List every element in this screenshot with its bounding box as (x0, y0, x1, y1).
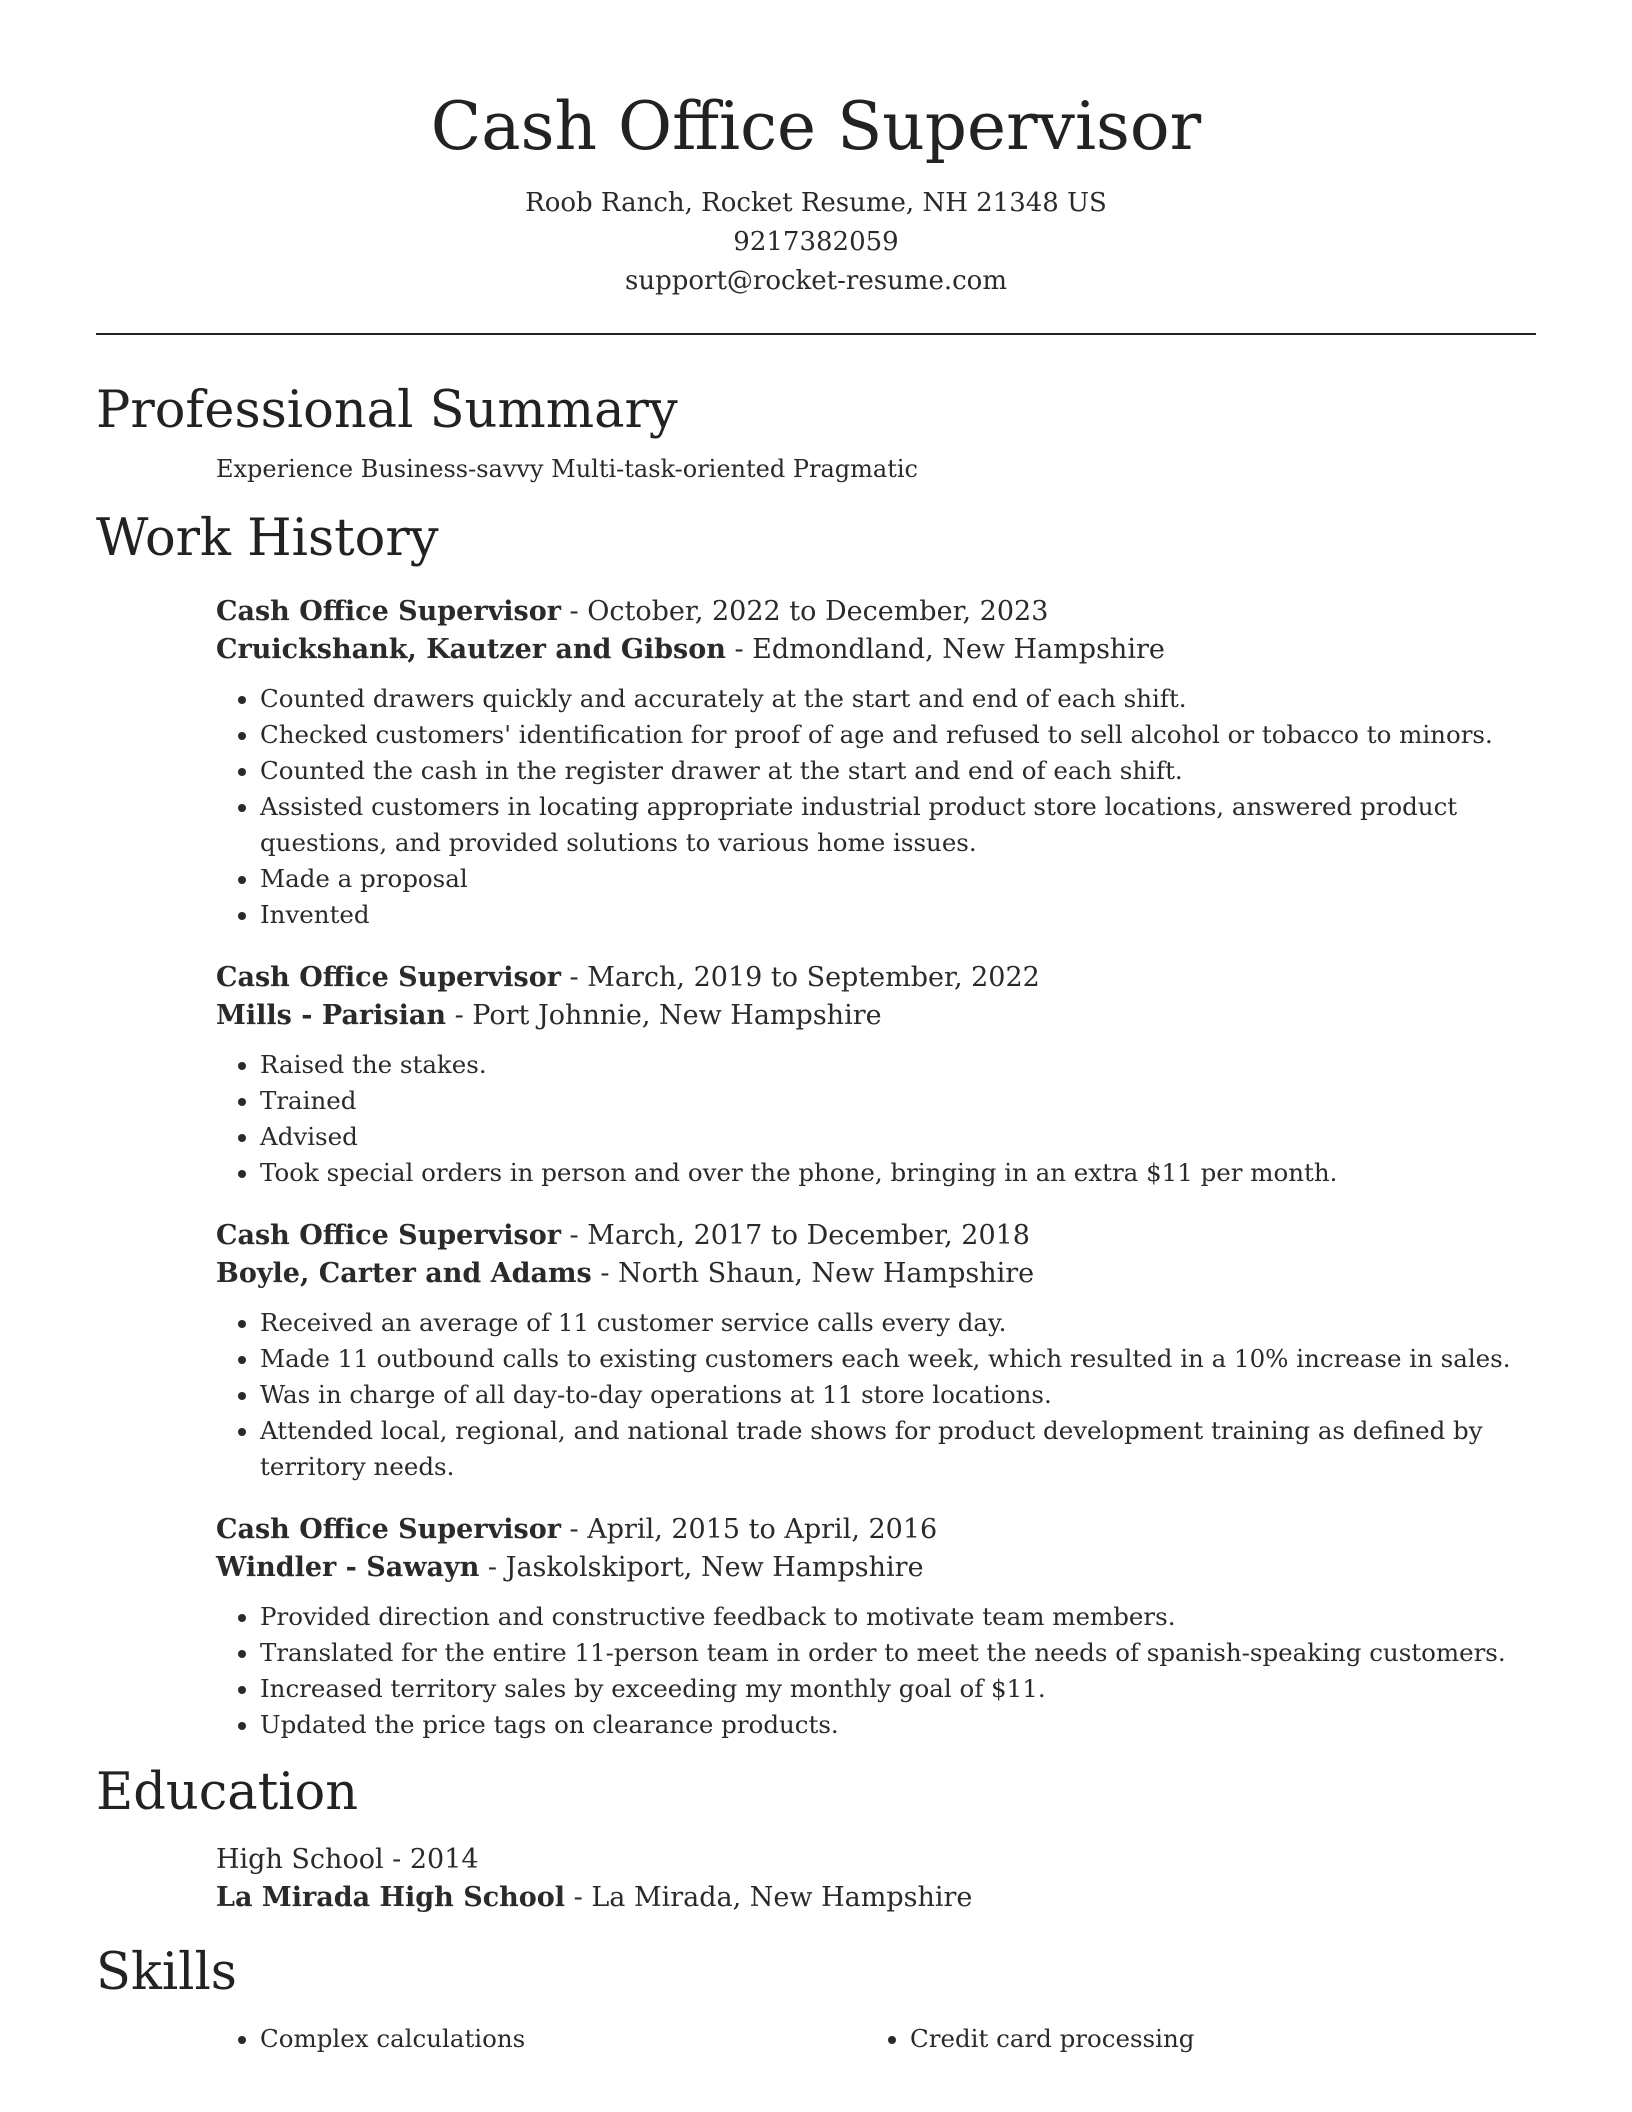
resume-name: Cash Office Supervisor (430, 88, 1202, 165)
skill-item: • Complex calculations (260, 2021, 866, 2057)
job-employer: Boyle, Carter and Adams (216, 1258, 592, 1289)
skills-column-right (866, 2021, 1516, 2057)
job-bullet: • Updated the price tags on clearance products. (260, 1707, 1536, 1743)
education-location: - La Mirada, New Hampshire (565, 1882, 973, 1913)
job-entry (216, 593, 1536, 933)
job-bullet: • Counted drawers quickly and accurately at the start and end of each shift. (260, 681, 1536, 717)
job-bullet: • Increased territory sales by exceeding my monthly goal of $11. (260, 1671, 1536, 1707)
job-bullet: • Made 11 outbound calls to existing customers each week, which resulted in a 10% increase in sales. (260, 1341, 1536, 1377)
job-bullet: • Counted the cash in the register drawer at the start and end of each shift. (260, 753, 1536, 789)
job-bullet: • Translated for the entire 11-person team in order to meet the needs of spanish-speaking customers. (260, 1635, 1536, 1671)
job-bullets (216, 1047, 1536, 1191)
education-school: La Mirada High School (216, 1882, 566, 1913)
job-dates: - March, 2017 to December, 2018 (560, 1220, 1030, 1251)
job-dates: - October, 2022 to December, 2023 (560, 596, 1049, 627)
job-bullet: • Attended local, regional, and national trade shows for product development training as defined by territory needs. (260, 1413, 1536, 1485)
contact-address: Roob Ranch, Rocket Resume, NH 21348 US (525, 188, 1107, 218)
job-bullet: • Took special orders in person and over the phone, bringing in an extra $11 per month. (260, 1155, 1536, 1191)
job-bullet: • Received an average of 11 customer service calls every day. (260, 1305, 1536, 1341)
skills-column-left (216, 2021, 866, 2057)
education-heading: Education (96, 1763, 359, 1822)
job-title: Cash Office Supervisor (216, 1220, 561, 1251)
job-location: - Jaskolskiport, New Hampshire (479, 1552, 924, 1583)
job-title-line (216, 593, 1536, 631)
job-title: Cash Office Supervisor (216, 596, 561, 627)
job-bullets (216, 681, 1536, 933)
job-bullet: • Assisted customers in locating appropriate industrial product store locations, answered product questions, and provided solutions to various home issues. (260, 789, 1536, 861)
job-employer: Mills - Parisian (216, 1000, 447, 1031)
contact-phone: 9217382059 (733, 227, 899, 257)
resume-header (96, 0, 1536, 301)
job-employer-line (216, 1255, 1536, 1293)
contact-email: support@rocket-resume.com (624, 266, 1007, 296)
job-location: - Port Johnnie, New Hampshire (446, 1000, 882, 1031)
job-title-line (216, 959, 1536, 997)
job-title: Cash Office Supervisor (216, 1514, 561, 1545)
job-location: - North Shaun, New Hampshire (591, 1258, 1035, 1289)
job-employer-line (216, 1549, 1536, 1587)
summary-heading: Professional Summary (96, 381, 678, 440)
job-dates: - March, 2019 to September, 2022 (560, 962, 1040, 993)
job-employer: Windler - Sawayn (216, 1552, 480, 1583)
job-location: - Edmondland, New Hampshire (725, 634, 1165, 665)
job-bullets (216, 1305, 1536, 1485)
education-entry (216, 1841, 1536, 1917)
resume-page (96, 0, 1536, 2057)
job-bullets (216, 1599, 1536, 1743)
job-entry (216, 1511, 1536, 1743)
education-degree: High School - 2014 (216, 1844, 479, 1875)
job-title-line (216, 1511, 1536, 1549)
skills-heading: Skills (96, 1943, 237, 2002)
job-entry (216, 959, 1536, 1191)
work-history-heading: Work History (96, 509, 439, 568)
job-bullet: • Provided direction and constructive feedback to motivate team members. (260, 1599, 1536, 1635)
header-divider (96, 333, 1536, 335)
job-dates: - April, 2015 to April, 2016 (560, 1514, 938, 1545)
job-title-line (216, 1217, 1536, 1255)
job-employer-line (216, 997, 1536, 1035)
job-bullet: • Checked customers' identification for proof of age and refused to sell alcohol or tobacco to minors. (260, 717, 1536, 753)
job-title: Cash Office Supervisor (216, 962, 561, 993)
job-bullet: • Trained (260, 1083, 1536, 1119)
job-bullet: • Advised (260, 1119, 1536, 1155)
skill-item: • Credit card processing (910, 2021, 1516, 2057)
job-bullet: • Was in charge of all day-to-day operations at 11 store locations. (260, 1377, 1536, 1413)
education-school-line (216, 1879, 1536, 1917)
job-entry (216, 1217, 1536, 1485)
skills-grid (216, 2021, 1536, 2057)
job-bullet: • Invented (260, 897, 1536, 933)
job-employer: Cruickshank, Kautzer and Gibson (216, 634, 726, 665)
job-bullet: • Made a proposal (260, 861, 1536, 897)
summary-text: Experience Business-savvy Multi-task-oriented Pragmatic (216, 455, 918, 483)
job-employer-line (216, 631, 1536, 669)
job-bullet: • Raised the stakes. (260, 1047, 1536, 1083)
